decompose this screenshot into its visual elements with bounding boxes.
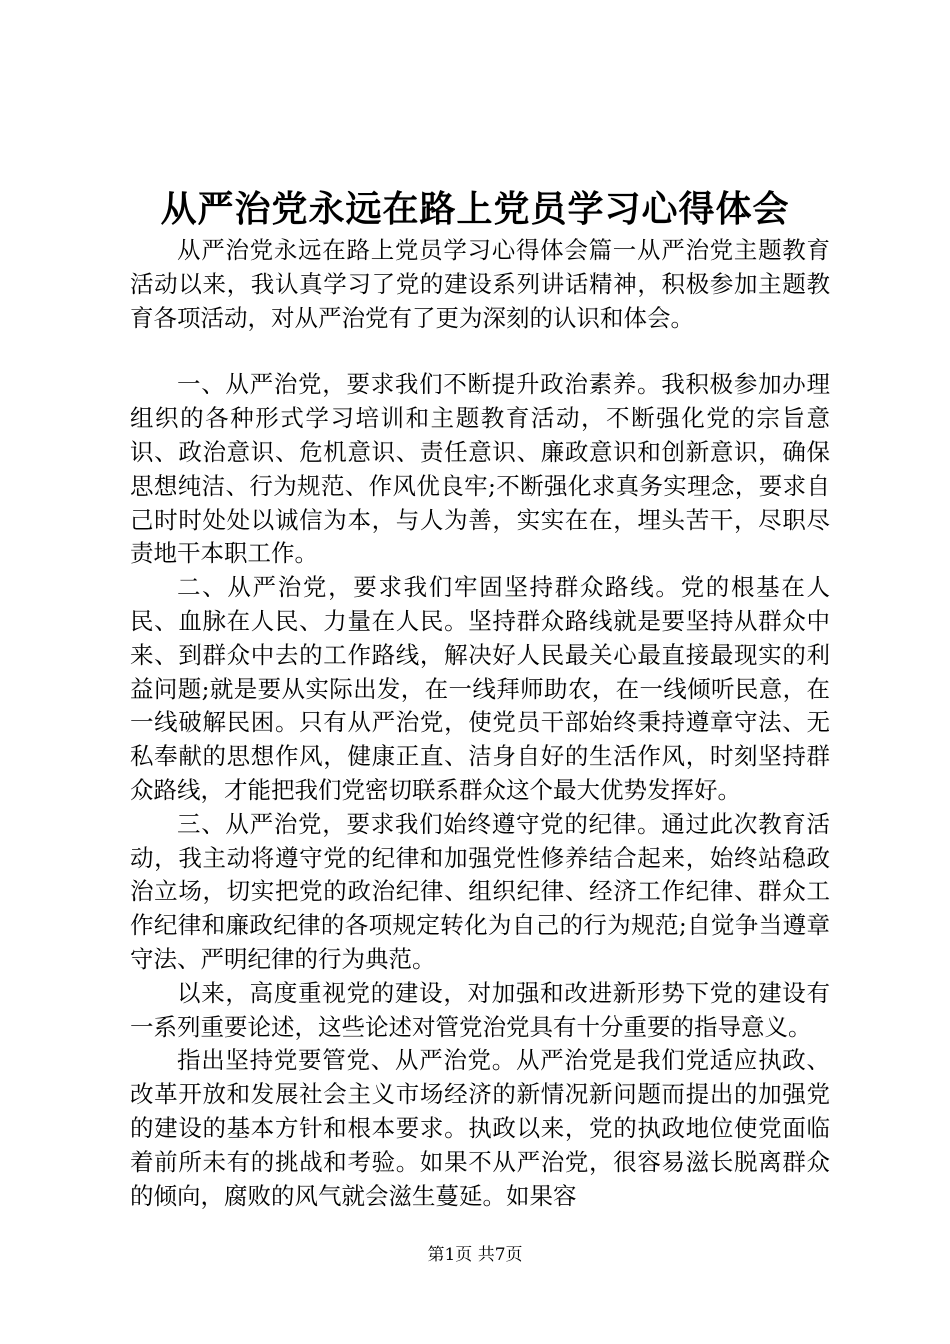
paragraph-point-one: 一、从严治党，要求我们不断提升政治素养。我积极参加办理组织的各种形式学习培训和主题教育活动，不断强化党的宗旨意识、政治意识、危机意识、责任意识、廉政意识和创新意识，确保思想纯洁、行为规范、作风优良牢;不断强化求真务实理念，要求自己时时处处以诚信为本，与人为善，实实在在，埋头苦干，尽职尽责地干本职工作。 [130, 370, 830, 568]
paragraph-intro: 从严治党永远在路上党员学习心得体会篇一从严治党主题教育活动以来，我认真学习了党的建设系列讲话精神，积极参加主题教育各项活动，对从严治党有了更为深刻的认识和体会。 [130, 236, 830, 332]
paragraph-point-three: 三、从严治党，要求我们始终遵守党的纪律。通过此次教育活动，我主动将遵守党的纪律和加强党性修养结合起来，始终站稳政治立场，切实把党的政治纪律、组织纪律、经济工作纪律、群众工作纪律和廉政纪律的各项规定转化为自己的行为规范;自觉争当遵章守法、严明纪律的行为典范。 [130, 809, 830, 973]
document-title: 从严治党永远在路上党员学习心得体会 [160, 188, 790, 230]
paragraph-point-two: 二、从严治党，要求我们牢固坚持群众路线。党的根基在人民、血脉在人民、力量在人民。坚持群众路线就是要坚持从群众中来、到群众中去的工作路线，解决好人民最关心最直接最现实的利益问题;就是要从实际出发，在一线拜师助农，在一线倾听民意，在一线破解民困。只有从严治党，使党员干部始终秉持遵章守法、无私奉献的思想作风，健康正直、洁身自好的生活作风，时刻坚持群众路线，才能把我们党密切联系群众这个最大优势发挥好。 [130, 573, 830, 804]
paragraph-strict-governance: 指出坚持党要管党、从严治党。从严治党是我们党适应执政、改革开放和发展社会主义市场经济的新情况新问题而提出的加强党的建设的基本方针和根本要求。执政以来，党的执政地位使党面临着前所未有的挑战和考验。如果不从严治党，很容易滋长脱离群众的倾向，腐败的风气就会滋生蔓延。如果容 [130, 1046, 830, 1210]
paragraph-spacer [130, 335, 830, 368]
document-body [130, 234, 830, 1213]
paragraph-party-building: 以来，高度重视党的建设，对加强和改进新形势下党的建设有一系列重要论述，这些论述对管党治党具有十分重要的指导意义。 [130, 978, 830, 1041]
page-number-footer: 第1页 共7页 [427, 1245, 523, 1265]
